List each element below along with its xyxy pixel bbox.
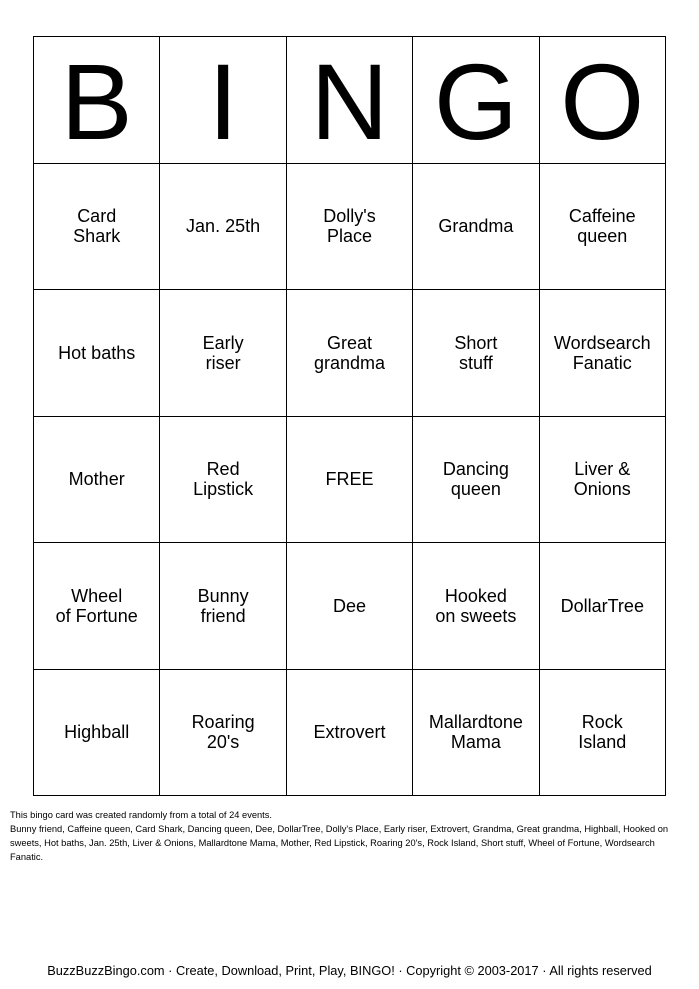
bingo-cell: Bunny friend — [160, 543, 286, 670]
bingo-row-3 — [34, 416, 666, 543]
bingo-cell: Extrovert — [286, 669, 412, 796]
bingo-cell: Jan. 25th — [160, 163, 286, 290]
bingo-cell: Great grandma — [286, 290, 412, 417]
bingo-cell: Roaring 20's — [160, 669, 286, 796]
bingo-cell: Dancing queen — [413, 416, 539, 543]
footnote-summary: This bingo card was created randomly from a total of 24 events. — [10, 810, 272, 820]
header-letter-i: I — [160, 37, 286, 164]
header-letter-o: O — [539, 37, 665, 164]
bingo-cell: Dee — [286, 543, 412, 670]
bingo-cell: Early riser — [160, 290, 286, 417]
header-letter-g: G — [413, 37, 539, 164]
bingo-cell: Liver & Onions — [539, 416, 665, 543]
bingo-card — [33, 36, 666, 796]
header-letter-b: B — [34, 37, 160, 164]
bingo-cell: Rock Island — [539, 669, 665, 796]
bingo-row-2 — [34, 290, 666, 417]
copyright-footer: BuzzBuzzBingo.com · Create, Download, Print, Play, BINGO! · Copyright © 2003-2017 · All rights reserved — [47, 963, 652, 978]
bingo-cell: Wordsearch Fanatic — [539, 290, 665, 417]
bingo-cell: Hot baths — [34, 290, 160, 417]
bingo-cell: Grandma — [413, 163, 539, 290]
footnote-event-list: Bunny friend, Caffeine queen, Card Shark, Dancing queen, Dee, DollarTree, Dolly's Place, Early riser, Extrovert, Grandma, Great grandma, Highball, Hooked on sweets, Hot baths, Jan. 25th, Liver & Onions, Mallardtone Mama, Mother, Red Lipstick, Roaring 20's, Rock Island, Short stuff, Wheel of Fortune, Wordsearch Fanatic. — [10, 824, 669, 862]
bingo-cell: Mother — [34, 416, 160, 543]
bingo-row-5 — [34, 669, 666, 796]
header-letter-n: N — [286, 37, 412, 164]
bingo-cell: Caffeine queen — [539, 163, 665, 290]
bingo-cell: Wheel of Fortune — [34, 543, 160, 670]
bingo-row-4 — [34, 543, 666, 670]
bingo-cell: Red Lipstick — [160, 416, 286, 543]
card-footnote — [10, 808, 682, 864]
bingo-cell: Hooked on sweets — [413, 543, 539, 670]
bingo-cell: DollarTree — [539, 543, 665, 670]
bingo-cell: Card Shark — [34, 163, 160, 290]
bingo-cell: Short stuff — [413, 290, 539, 417]
bingo-row-1 — [34, 163, 666, 290]
bingo-cell: Mallardtone Mama — [413, 669, 539, 796]
free-space-cell: FREE — [286, 416, 412, 543]
bingo-cell: Dolly's Place — [286, 163, 412, 290]
bingo-cell: Highball — [34, 669, 160, 796]
bingo-header-row — [34, 37, 666, 164]
